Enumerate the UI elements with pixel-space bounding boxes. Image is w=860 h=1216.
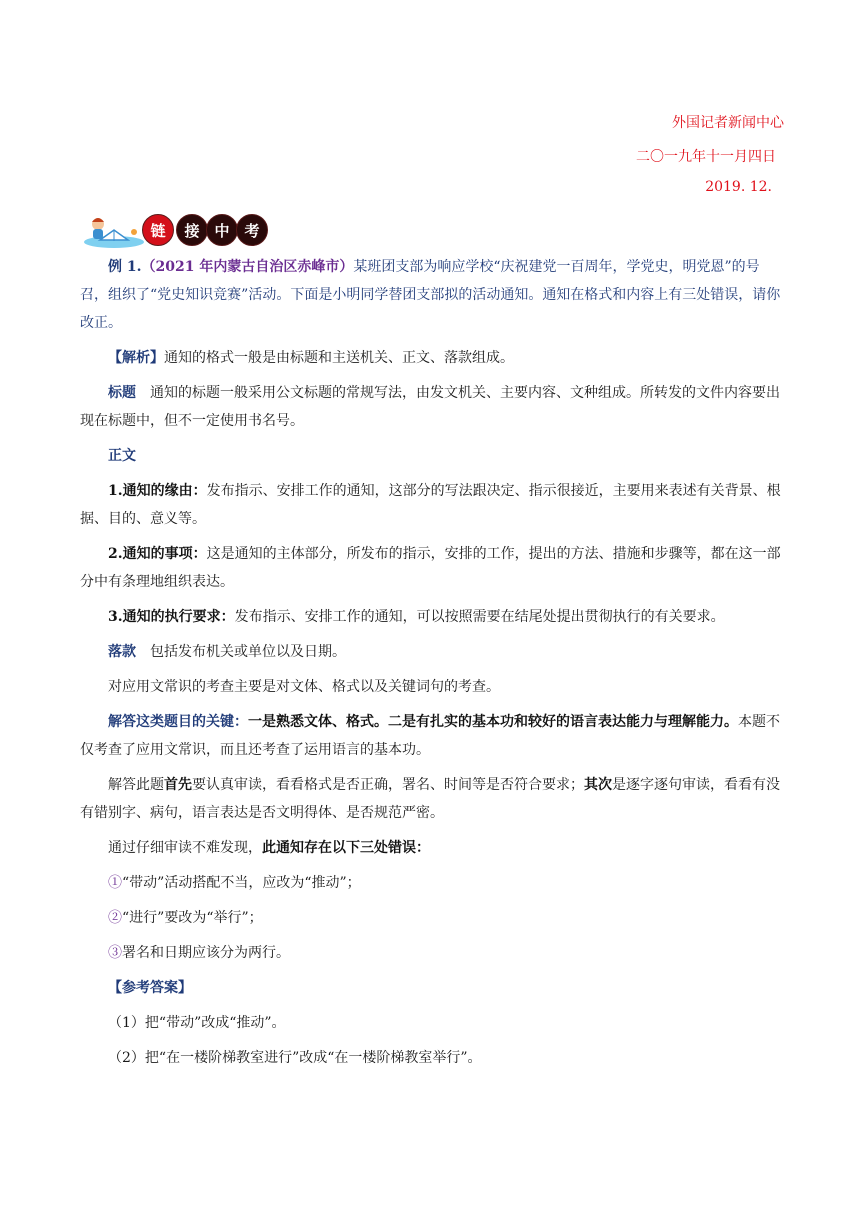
body-heading [80,442,784,470]
find-text-b: 此通知存在以下三处错误： [262,840,430,856]
signature-text: 包括发布机关或单位以及日期。 [136,644,346,660]
answer-heading [80,974,784,1002]
method-text-b: 要认真审读，看看格式是否正确，署名、时间等是否符合要求； [192,777,584,793]
signature-paragraph [80,638,784,666]
key-paragraph [80,708,784,764]
answer-item-2: （2）把“在一楼阶梯教室进行”改成“在一楼阶梯教室举行”。 [108,1050,482,1066]
analysis-intro-text: 通知的格式一般是由标题和主送机关、正文、落款组成。 [164,350,514,366]
key-text: 一是熟悉文体、格式。二是有扎实的基本功和较好的语言表达能力与理解能力。 [248,714,738,730]
error-num-1: ① [108,875,122,891]
find-paragraph [80,834,784,862]
error-text-1: “带动”活动搭配不当，应改为“推动”； [122,875,361,891]
title-label: 标题 [108,385,136,401]
answer-item-1: （1）把“带动”改成“推动”。 [108,1015,286,1031]
item-2-label: 2.通知的事项： [108,546,207,562]
example-text: 某班团支部为响应学校“庆祝建党一百周年，学党史，明党恩”的号召，组织了“党史知识竞赛”活动。下面是小明同学替团支部拟的活动通知。通知在格式和内容上有三处错误，请你改正。 [80,259,781,331]
check-paragraph: 对应用文常识的考查主要是对文体、格式以及关键词句的考查。 [108,679,500,695]
item-3 [80,603,784,631]
main-content [80,253,784,1079]
body-label: 正文 [108,448,136,464]
issue-date-number: 2019. 12. [705,179,772,195]
method-paragraph [80,771,784,827]
method-text-c: 是逐字逐句审读，看看有没有错别字、病句，语言表达是否文明得体、是否规范严密。 [80,777,780,821]
find-text-a: 通过仔细审读不难发现， [108,840,262,856]
banner-char-4: 考 [236,214,268,246]
banner-char-1: 链 [142,214,174,246]
banner-char-3: 中 [206,214,238,246]
key-label: 解答这类题目的关键： [108,714,248,730]
signature-label: 落款 [108,644,136,660]
item-2-text: 这是通知的主体部分，所发布的指示，安排的工作，提出的方法、措施和步骤等，都在这一部分中有条理地组织表达。 [80,546,781,590]
answer-label: 【参考答案】 [108,980,192,996]
example-paragraph [80,253,784,337]
example-label: 例 1. [108,259,142,275]
issuer-org: 外国记者新闻中心 [672,115,784,131]
analysis-intro [80,344,784,372]
item-2 [80,540,784,596]
item-3-label: 3.通知的执行要求： [108,609,235,625]
issue-date-chinese: 二〇一九年十一月四日 [636,149,776,165]
error-text-2: “进行”要改为“举行”； [122,910,263,926]
title-paragraph [80,379,784,435]
reading-child-book-icon [80,214,144,250]
example-source: （2021 年内蒙古自治区赤峰市） [141,259,354,275]
banner-char-2: 接 [176,214,208,246]
error-item-3 [80,939,784,967]
error-text-3: 署名和日期应该分为两行。 [122,945,290,961]
error-item-1 [80,869,784,897]
method-first: 首先 [164,777,192,793]
error-num-3: ③ [108,945,122,961]
method-text-a: 解答此题 [108,777,164,793]
error-item-2 [80,904,784,932]
item-1-text: 发布指示、安排工作的通知，这部分的写法跟决定、指示很接近，主要用来表述有关背景、根据、目的、意义等。 [80,483,781,527]
item-1 [80,477,784,533]
title-text: 通知的标题一般采用公文标题的常规写法，由发文机关、主要内容、文种组成。所转发的文件内容要出现在标题中，但不一定使用书名号。 [80,385,780,429]
analysis-label: 【解析】 [108,350,164,366]
section-banner [80,208,260,252]
item-3-text: 发布指示、安排工作的通知，可以按照需要在结尾处提出贯彻执行的有关要求。 [234,609,725,625]
item-1-label: 1.通知的缘由： [108,483,207,499]
key-tail: 本题不仅考查了应用文常识，而且还考查了运用语言的基本功。 [80,714,780,758]
method-next: 其次 [584,777,612,793]
error-num-2: ② [108,910,122,926]
